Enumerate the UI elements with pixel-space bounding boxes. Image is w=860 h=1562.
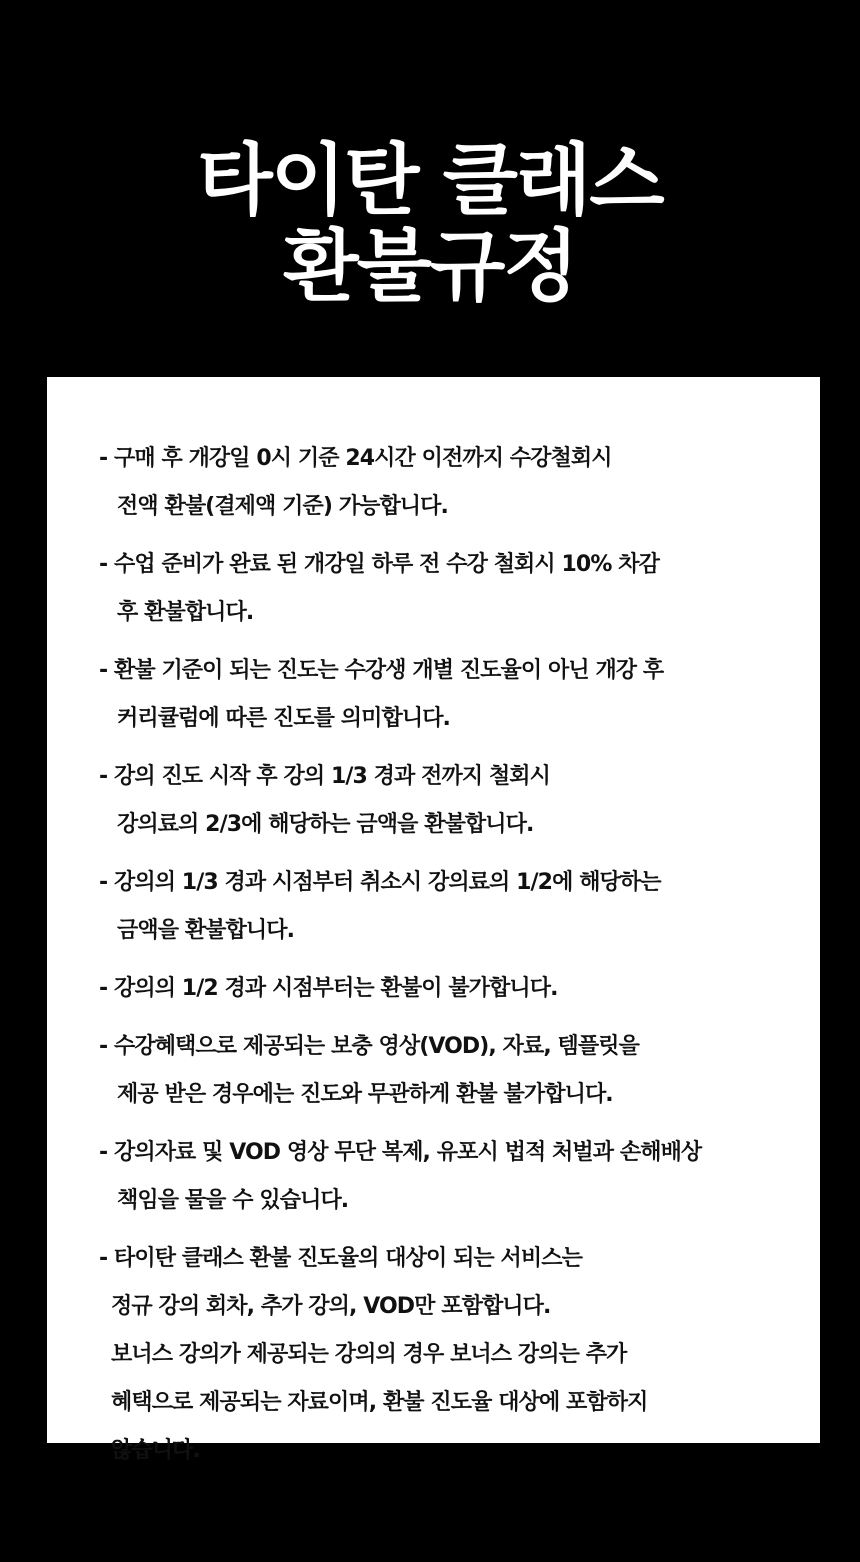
page-title-line-1: 타이탄 클래스 — [197, 136, 663, 226]
policy-item — [99, 647, 789, 743]
policy-line: 혜택으로 제공되는 자료이며, 환불 진도율 대상에 포함하지 — [111, 1390, 648, 1415]
policy-line: - 수강혜택으로 제공되는 보충 영상(VOD), 자료, 템플릿을 — [99, 1034, 639, 1059]
policy-line: 책임을 물을 수 있습니다. — [117, 1188, 349, 1213]
policy-item — [99, 1023, 789, 1119]
policy-line: - 수업 준비가 완료 된 개강일 하루 전 수강 철회시 10% 차감 — [99, 552, 659, 577]
policy-line: 후 환불합니다. — [117, 600, 254, 625]
policy-line: 보너스 강의가 제공되는 강의의 경우 보너스 강의는 추가 — [111, 1342, 627, 1367]
policy-line: 않습니다. — [111, 1438, 200, 1463]
policy-line: 강의료의 2/3에 해당하는 금액을 환불합니다. — [117, 812, 534, 837]
policy-item — [99, 753, 789, 849]
page-title — [0, 138, 860, 310]
policy-line: - 강의자료 및 VOD 영상 무단 복제, 유포시 법적 처벌과 손해배상 — [99, 1140, 702, 1165]
page-title-line-2: 환불규정 — [283, 222, 577, 312]
policy-item — [99, 435, 789, 531]
policy-line: - 강의의 1/2 경과 시점부터는 환불이 불가합니다. — [99, 976, 558, 1001]
policy-line: - 환불 기준이 되는 진도는 수강생 개별 진도율이 아닌 개강 후 — [99, 658, 664, 683]
policy-item — [99, 859, 789, 955]
policy-item — [99, 541, 789, 637]
policy-item — [99, 965, 789, 1013]
policy-line: 커리큘럼에 따른 진도를 의미합니다. — [117, 706, 451, 731]
policy-line: - 강의의 1/3 경과 시점부터 취소시 강의료의 1/2에 해당하는 — [99, 870, 661, 895]
policy-line: 금액을 환불합니다. — [117, 918, 295, 943]
policy-line: - 타이탄 클래스 환불 진도율의 대상이 되는 서비스는 — [99, 1246, 582, 1271]
policy-item — [99, 1235, 789, 1475]
policy-line: - 강의 진도 시작 후 강의 1/3 경과 전까지 철회시 — [99, 764, 550, 789]
policy-list — [99, 435, 789, 1485]
policy-line: 전액 환불(결제액 기준) 가능합니다. — [117, 494, 448, 519]
policy-line: 정규 강의 회차, 추가 강의, VOD만 포함합니다. — [111, 1294, 551, 1319]
policy-item — [99, 1129, 789, 1225]
policy-line: - 구매 후 개강일 0시 기준 24시간 이전까지 수강철회시 — [99, 446, 612, 471]
policy-card — [47, 377, 820, 1463]
policy-line: 제공 받은 경우에는 진도와 무관하게 환불 불가합니다. — [117, 1082, 613, 1107]
